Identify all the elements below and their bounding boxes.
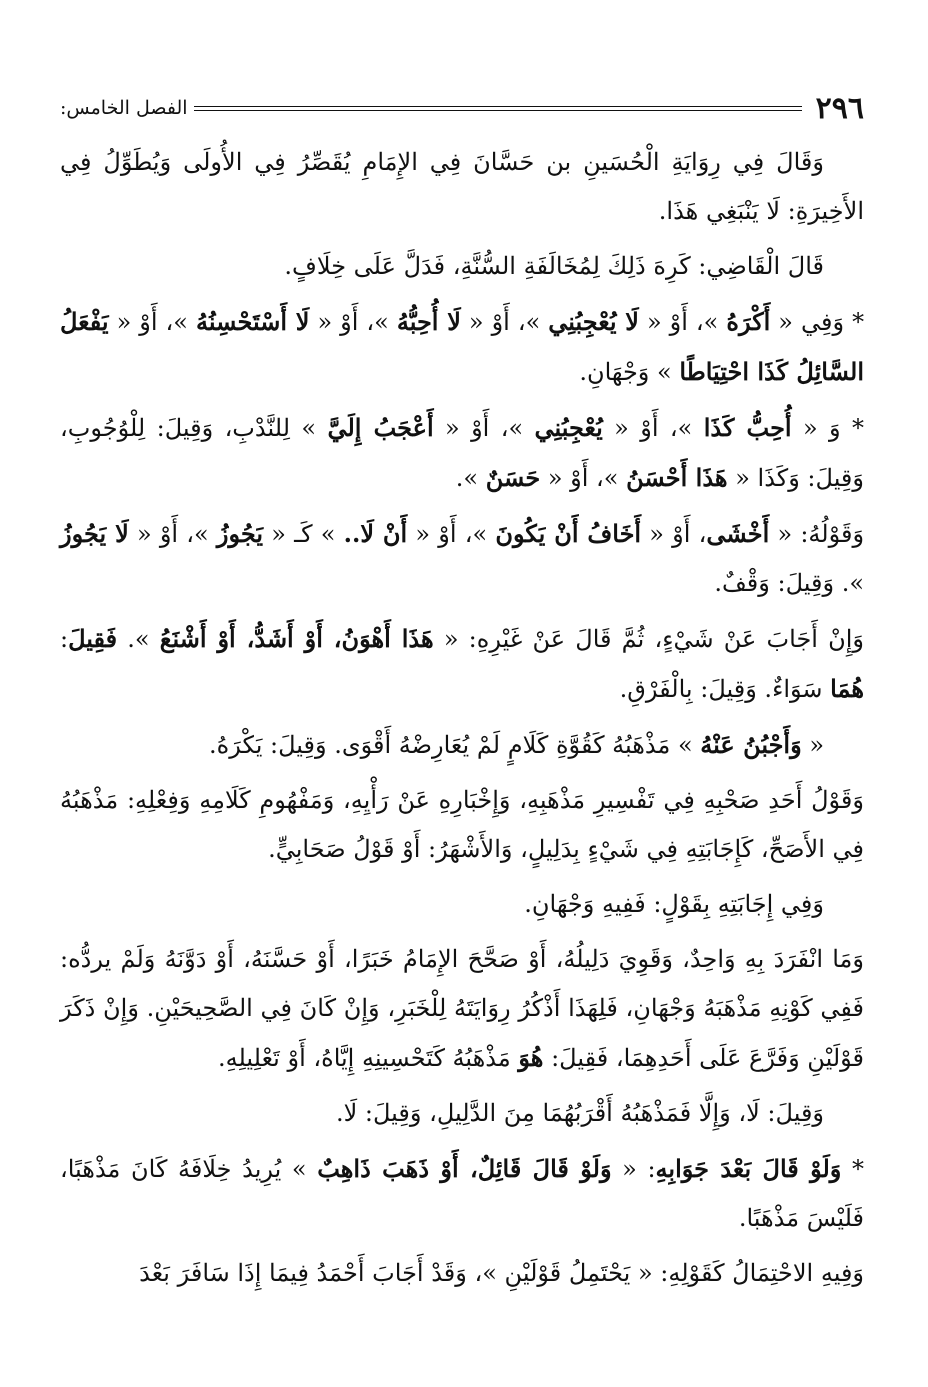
text-run: قَالَ الْقَاضِي: كَرِهَ ذَلِكَ لِمُخَالَفَةِ السُّنَّةِ، فَدَلَّ عَلَى خِلَافٍ. — [284, 252, 824, 280]
text-run: وَقَالَ فِي رِوَايَةِ الْحُسَينِ بن حَسَّانَ فِي الإِمَامِ يُقَصِّرُ فِي الأُولَى وَيُطَوِّلُ فِي الأَخِيرَةِ: لَا يَنْبَغِي هَذَا. — [60, 148, 864, 225]
text-run: »، أَوْ « — [309, 308, 397, 336]
bold-term: هَذَا أَهْوَنُ، أَوْ أَشَدُّ، أَوْ أَشْنَعُ — [159, 624, 434, 653]
bold-term: أَكْرَهُ — [726, 307, 771, 336]
text-run: »، أَوْ « — [460, 308, 549, 336]
bold-term: أَعْجَبُ إِلَيَّ — [327, 413, 434, 442]
text-run: » مَذْهَبُهُ كَقُوَّةِ كَلَامٍ لَمْ يُعَارِضْهُ أَقْوَى. وَقِيلَ: يَكْرَهُ. — [209, 731, 701, 759]
text-run: مَذْهَبُهُ كَتَحْسِينِهِ إِيَّاهُ، أَوْ تَعْلِيلِهِ. — [217, 1044, 519, 1072]
text-run: وَفِيهِ الاحْتِمَالُ كَقَوْلِهِ: « يَحْتَمِلُ قَوْلَيْنِ »، وَقَدْ أَجَابَ أَحْمَدُ فِيمَا إِذَا سَافَرَ بَعْدَ — [139, 1259, 864, 1287]
text-run: »، أَوْ « — [540, 464, 627, 492]
paragraph — [60, 509, 864, 608]
page-body — [60, 138, 864, 1298]
text-run: » لِلنَّدْبِ، وَقِيلَ: لِلْوُجُوبِ، وَقِيلَ: وَكَذَا « — [60, 414, 864, 492]
text-run: » كَـ « — [263, 520, 344, 548]
page-header — [60, 86, 864, 130]
bold-term: أُحِبُّ كَذَا — [703, 413, 792, 442]
bold-term: هَذَا أَحْسَنُ — [626, 463, 728, 492]
paragraph — [60, 720, 864, 770]
header-divider — [194, 106, 802, 111]
text-run: سَوَاءٌ. وَقِيلَ: بِالْفَرْقِ. — [619, 675, 831, 703]
text-run: وَفِي إِجَابَتِهِ بِقَوْلٍ: فَفِيهِ وَجْهَانِ. — [524, 890, 824, 918]
paragraph — [60, 297, 864, 397]
bold-term: وَلَوْ قَالَ بَعْدَ جَوَابِهِ — [655, 1154, 842, 1183]
bold-term: لَا يُعْجِبُنِي — [548, 307, 639, 336]
bold-term: لَا أَسْتَحْسِنُهُ — [195, 307, 310, 336]
text-run: ، أَوْ « — [641, 520, 707, 548]
text-run: وَقِيلَ: لَا، وَإِلَّا فَمَذْهَبُهُ أَقْرَبُهُمَا مِنَ الدَّلِيلِ، وَقِيلَ: لَا. — [335, 1099, 824, 1127]
paragraph — [60, 403, 864, 503]
chapter-title: الفصل الخامس: — [60, 97, 188, 119]
bold-term: لَا أُحِبُّهُ — [396, 307, 461, 336]
text-run: »، أَوْ « — [433, 414, 535, 442]
text-run: ». — [455, 464, 486, 492]
bold-term: وَأَجْبُنُ عَنْهُ — [700, 730, 802, 759]
text-run: وَقَوْلُهُ: « — [769, 520, 865, 548]
text-run: : — [60, 625, 69, 653]
paragraph — [60, 776, 864, 874]
paragraph — [60, 935, 864, 1083]
bold-term: يَجُوزُ — [216, 519, 264, 548]
text-run: ». — [117, 625, 160, 653]
bold-term: أَخْشَى — [706, 519, 770, 548]
text-run: »، أَوْ « — [108, 308, 196, 336]
text-run: » وَجْهَانِ. — [579, 358, 680, 386]
bold-term: يُعْجِبُنِي — [534, 413, 603, 442]
bold-term: هُمَا — [830, 674, 864, 703]
text-run: ». وَقِيلَ: وَقْفٌ. — [714, 569, 864, 597]
paragraph — [60, 614, 864, 714]
bold-term: أَخَافُ أَنْ يَكُونَ — [495, 519, 642, 548]
paragraph — [60, 1249, 864, 1298]
paragraph — [60, 242, 864, 291]
text-run: » يُرِيدُ خِلَافَهُ كَانَ مَذْهَبًا، فَلَيْسَ مَذْهَبًا. — [60, 1155, 864, 1232]
text-run: « — [801, 731, 824, 759]
bold-term: هُوَ — [518, 1043, 544, 1072]
text-run: »، أَوْ « — [407, 520, 496, 548]
text-run: وَقَوْلُ أَحَدِ صَحْبِهِ فِي تَفْسِيرِ مَذْهَبِهِ، وَإِخْبَارِهِ عَنْ رَأْيِهِ، وَمَفْهُومِ كَلَامِهِ وَفِعْلِهِ: مَذْهَبُهُ فِي الأَصَحِّ، كَإِجَابَتِهِ فِي شَيْءٍ بِدَلِيلٍ، وَالأَشْهَرُ: أَوْ قَوْلُ صَحَابِيٍّ. — [60, 786, 864, 863]
bold-term: أَنْ لَا.. — [343, 519, 408, 548]
text-run: * وَ « — [791, 414, 865, 442]
text-run: : « — [611, 1155, 656, 1183]
text-run: »، أَوْ « — [602, 414, 704, 442]
text-run: »، أَوْ « — [128, 520, 217, 548]
bold-term: حَسَنٌ — [485, 463, 541, 492]
text-run: * وَفِي « — [770, 308, 865, 336]
page-number: ٢٩٦ — [815, 90, 864, 126]
text-run: وَمَا انْفَرَدَ بِهِ وَاحِدٌ، وَقَوِيَ دَلِيلُهُ، أَوْ صَحَّحَ الإِمَامُ خَبَرًا، أَوْ حَسَّنَهُ، أَوْ دَوَّنَهُ وَلَمْ يردُّه: فَفِي كَوْنِهِ مَذْهَبَهُ وَجْهَانِ، فَلِهَذَا أَذْكُرُ رِوَايَتَهُ لِلْخَبَرِ، وَإِنْ كَانَ فِي الصَّحِيحَيْنِ. وَإِنْ ذَكَرَ قَوْلَيْنِ وَفَرَّعَ عَلَى أَحَدِهِمَا، فَقِيلَ: — [60, 945, 865, 1072]
paragraph — [60, 880, 864, 929]
bold-term: يَفْعَلُ السَّائِلُ كَذَا احْتِيَاطًا — [60, 307, 864, 386]
text-run: * — [841, 1155, 864, 1183]
bold-term: فَقِيلَ — [68, 624, 118, 653]
paragraph — [60, 1089, 864, 1138]
text-run: وَإِنْ أَجَابَ عَنْ شَيْءٍ، ثُمَّ قَالَ عَنْ غَيْرِهِ: « — [433, 625, 864, 653]
paragraph — [60, 1144, 864, 1243]
bold-term: لَا يَجُوزُ — [60, 519, 129, 548]
paragraph — [60, 138, 864, 236]
bold-term: وَلَوْ قَالَ قَائِلٌ، أَوْ ذَهَبَ ذَاهِبٌ — [317, 1154, 612, 1183]
text-run: »، أَوْ « — [638, 308, 727, 336]
